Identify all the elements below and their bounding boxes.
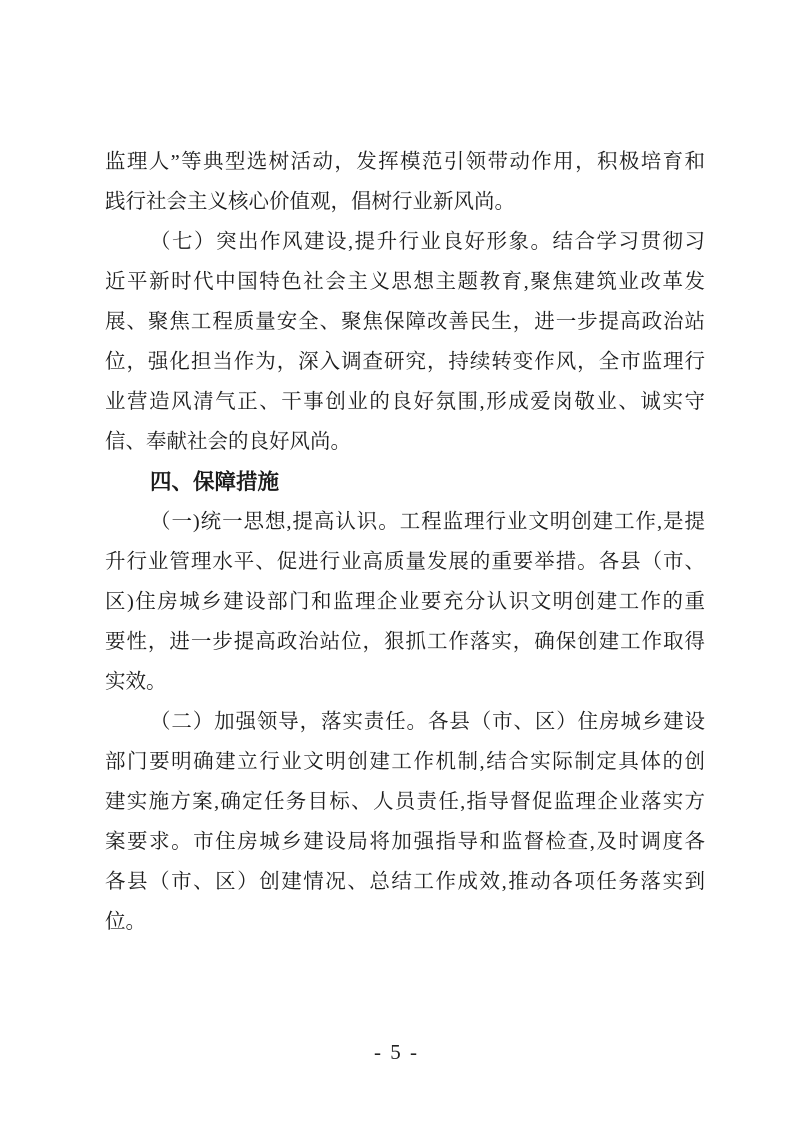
document-line: （一)统一思想,提高认识。工程监理行业文明创建工作,是提 — [150, 511, 705, 533]
document-line: （七）突出作风建设,提升行业良好形象。结合学习贯彻习 — [150, 231, 705, 253]
document-line: 业营造风清气正、干事创业的良好氛围,形成爱岗敬业、诚实守 — [105, 391, 705, 413]
document-line: 位。 — [105, 911, 146, 933]
page-number: - 5 - — [374, 1040, 419, 1064]
document-line: （二）加强领导，落实责任。各县（市、区）住房城乡建设 — [150, 711, 705, 733]
document-line: 位，强化担当作为，深入调查研究，持续转变作风，全市监理行 — [105, 351, 705, 373]
document-line: 案要求。市住房城乡建设局将加强指导和监督检查,及时调度各 — [105, 831, 705, 853]
document-line: 近平新时代中国特色社会主义思想主题教育,聚焦建筑业改革发 — [105, 271, 705, 293]
document-line: 践行社会主义核心价值观，倡树行业新风尚。 — [105, 191, 515, 213]
document-line: 各县（市、区）创建情况、总结工作成效,推动各项任务落实到 — [105, 871, 705, 893]
document-line: 部门要明确建立行业文明创建工作机制,结合实际制定具体的创 — [105, 751, 705, 773]
document-line: 要性，进一步提高政治站位，狠抓工作落实，确保创建工作取得 — [105, 631, 705, 653]
document-line: 实效。 — [105, 671, 167, 693]
document-body — [105, 142, 705, 942]
document-line: 区)住房城乡建设部门和监理企业要充分认识文明创建工作的重 — [105, 591, 705, 613]
document-line: 信、奉献社会的良好风尚。 — [105, 431, 351, 453]
document-line: 展、聚焦工程质量安全、聚焦保障改善民生，进一步提高政治站 — [105, 311, 705, 333]
document-line: 建实施方案,确定任务目标、人员责任,指导督促监理企业落实方 — [105, 791, 705, 813]
section-heading: 四、保障措施 — [150, 470, 280, 494]
document-line: 升行业管理水平、促进行业高质量发展的重要举措。各县（市、 — [105, 551, 705, 573]
document-line: 监理人”等典型选树活动，发挥模范引领带动作用，积极培育和 — [105, 151, 705, 173]
